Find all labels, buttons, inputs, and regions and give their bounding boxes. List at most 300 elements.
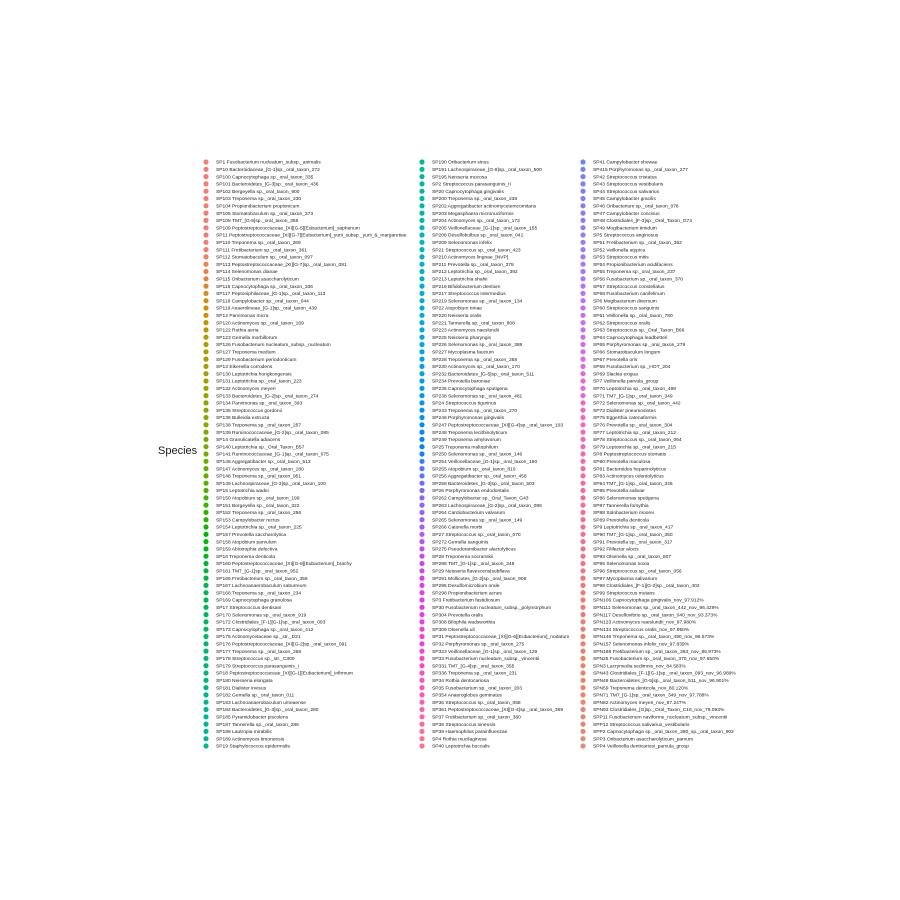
legend-key [203, 554, 208, 559]
legend-key [203, 189, 208, 194]
legend-label: SPN123 Actinomyces naeslundii_nov_97.980% [593, 620, 697, 626]
legend-key [419, 437, 424, 442]
legend-key [580, 313, 585, 318]
legend-key [419, 393, 424, 398]
legend-key [580, 196, 585, 201]
legend-key [203, 590, 208, 595]
legend-label: SP254 Veillonellaceae_[G-1]sp._oral_taxon_150 [432, 460, 538, 465]
legend-label: SP248 Treponema lecithinolyticum [432, 430, 508, 436]
legend-label: SP288 TM7_[G-1]sp._oral_taxon_348 [432, 562, 515, 568]
legend-label: SP361 Peptostreptococcaceae_[XI][G-4]sp._oral_taxon_369 [432, 708, 564, 714]
legend-label: SP44 Streptococcus salivarius [593, 189, 660, 195]
legend-key [419, 524, 424, 529]
legend-label: SP119 Anaerolineae_[G-1]sp._oral_taxon_439 [216, 306, 317, 312]
legend-key [203, 729, 208, 734]
legend-label: SP246 Porphyromonas gingivalis [432, 416, 505, 422]
legend-label: SP138 Treponema sp._oral_taxon_257 [216, 423, 302, 429]
legend-key [580, 451, 585, 456]
legend-label: SPN93 Clostridiales_[G]sp._Oral_Taxon_C16_nov_79.093% [593, 708, 725, 714]
legend-label: SP221 Tannerella sp._oral_taxon_808 [432, 321, 515, 327]
legend-label: SP18 Peptostreptococcaceae_[XI][G-1][Eubacterium]_infirmum [216, 671, 354, 677]
legend-label: SP148 Treponema sp._oral_taxon_951 [216, 474, 302, 480]
legend-label: SP22 Atopobium rimae [432, 306, 483, 312]
legend-key [203, 327, 208, 332]
legend-label: SP80 Prevotella maculosa [593, 460, 651, 465]
legend-key [580, 481, 585, 486]
legend-key [419, 408, 424, 413]
legend-label: SP24 Streptococcus tigurinus [432, 401, 497, 407]
legend-key [580, 218, 585, 223]
legend-label: SP178 Streptococcus sp._str._C300 [216, 657, 295, 663]
legend-key [203, 481, 208, 486]
legend-label: SP38 Streptococcus sinensis [432, 722, 496, 728]
legend-label: SPN82 Actinomyces meyeri_nov_87.247% [593, 700, 686, 706]
legend-label: SPN134 Streptococcus oralis_nov_97.950% [593, 627, 690, 633]
legend-key [419, 422, 424, 427]
legend-key [203, 488, 208, 493]
legend-key [580, 305, 585, 310]
legend-label: SP73 Dialister pneumosintes [593, 408, 656, 414]
legend-key [580, 335, 585, 340]
legend-key [419, 539, 424, 544]
legend-key [203, 320, 208, 325]
legend-label: SPP2 Capnocytophaga sp._oral_taxon_380_sp._oral_taxon_902 [593, 730, 734, 736]
legend-key [580, 181, 585, 186]
legend-label: SP249 Treponema amylovorum [432, 438, 501, 444]
legend-label: SP2 Streptococcus parasanguinis_II [432, 182, 511, 188]
legend-label: SP79 Leptotrichia sp._oral_taxon_215 [593, 445, 676, 451]
legend-label: SP15 Leptotrichia wadei [216, 489, 269, 495]
legend-label: SP216 Bifidobacterium dentium [432, 284, 501, 290]
legend-key [203, 422, 208, 427]
legend-key [419, 612, 424, 617]
legend-key [203, 196, 208, 201]
legend-label: SP64 Capnocytophaga leadbetteri [593, 335, 668, 341]
legend-label: SP213 Leptotrichia shahii [432, 277, 488, 283]
legend-label: SP243 Treponema sp._oral_taxon_270 [432, 408, 518, 414]
legend-label: SP47 Campylobacter concisus [593, 211, 660, 217]
legend-key [203, 510, 208, 515]
legend-key [203, 459, 208, 464]
legend-label: SP308 Bilophila wadsworthia [432, 620, 496, 626]
legend-key [419, 415, 424, 420]
legend-label: SP135 Streptococcus gordonii [216, 408, 282, 414]
legend-label: SP100 Capnocytophaga sp._oral_taxon_335 [216, 175, 314, 181]
legend-key [580, 583, 585, 588]
legend-key [580, 714, 585, 719]
legend-key [580, 422, 585, 427]
legend-key [203, 634, 208, 639]
legend-key [203, 437, 208, 442]
legend-key [203, 641, 208, 646]
legend-label: SP108 TM7_[G-5]sp._oral_taxon_356 [216, 219, 299, 225]
legend-label: SP51 Fretibacterium sp._oral_taxon_362 [593, 241, 682, 246]
legend-label: SP98 Clostridiales_[F-1][G-2]sp._oral_taxon_402 [593, 584, 700, 590]
legend-key [419, 386, 424, 391]
legend-key [580, 627, 585, 632]
legend-key [580, 576, 585, 581]
legend-label: SP41 Campylobacter showae [593, 160, 658, 166]
legend-key [419, 247, 424, 252]
legend-label: SP62 Streptococcus oralis [593, 321, 651, 327]
legend-key [580, 707, 585, 712]
legend-key [203, 225, 208, 230]
legend-key [580, 692, 585, 697]
legend-label: SP140 Leptotrichia sp._Oral_Taxon_B57 [216, 445, 305, 451]
legend-key [580, 408, 585, 413]
legend-key [419, 313, 424, 318]
legend-label: SP202 Aggregatibacter actinomycetemcomitans [432, 204, 537, 210]
legend-key [419, 641, 424, 646]
legend-label: SP256 Aggregatibacter sp._oral_taxon_458 [432, 474, 527, 480]
legend-label: SP29 Neisseria flavescens|subflava [432, 569, 510, 575]
legend-label: SP188 Lautropia mirabilis [216, 730, 272, 736]
legend-key [419, 656, 424, 661]
legend-label: SP87 Tannerella forsythia [593, 503, 649, 509]
legend-key [419, 378, 424, 383]
legend-label: SP72 Selenomonas sp._oral_taxon_442 [593, 401, 681, 407]
legend-label: SPN71 TM7_[G-1]sp._oral_taxon_349_nov_97.788% [593, 693, 709, 699]
legend-key [203, 451, 208, 456]
legend-label: SPP12 Streptococcus salivarius_vestibularis [593, 722, 690, 728]
legend-key [580, 568, 585, 573]
legend-label: SP97 Mycoplasma salivarium [593, 576, 658, 582]
legend-label: SP132 Actinomyces meyeri [216, 387, 276, 392]
legend-key [203, 415, 208, 420]
legend-label: SP258 Bacteroidetes_[G-3]sp._oral_taxon_503 [432, 481, 535, 487]
legend-key [203, 663, 208, 668]
legend-label: SP48 Clostridiales_[F-3]sp._Oral_Taxon_G74 [593, 219, 692, 225]
legend-label: SP173 Capnocytophaga sp._oral_taxon_412 [216, 627, 314, 633]
legend-key [203, 254, 208, 259]
legend-label: SP210 Actinomyces lingnae_[NVP] [432, 255, 509, 261]
legend-label: SP169 Capnocytophaga granulosa [216, 598, 292, 604]
legend-label: SPP11 Fusobacterium naviforme_nucleatum_subsp._vincentii [593, 715, 728, 721]
legend-key [203, 532, 208, 537]
legend-key [203, 291, 208, 296]
legend-key [203, 700, 208, 705]
legend-key [203, 408, 208, 413]
legend-key [419, 619, 424, 624]
legend-label: SP191 Lachnospiraceae_[G-8]sp._oral_taxon_500 [432, 168, 542, 173]
legend-label: SP90 TM7_[G-1]sp._oral_taxon_350 [593, 533, 673, 538]
legend-key [580, 722, 585, 727]
legend-label: SP112 Stomatobaculum sp._oral_taxon_097 [216, 255, 313, 261]
legend-label: SP219 Selenomonas sp._oral_taxon_134 [432, 299, 523, 305]
legend-label: SP25 Treponema maltophilum [432, 445, 498, 451]
legend-label: SP177 Treponema sp._oral_taxon_268 [216, 649, 302, 655]
legend-label: SP30 Fusobacterium nucleatum_subsp._polymorphum [432, 606, 552, 611]
legend-label: SP103 Treponema sp._oral_taxon_230 [216, 197, 302, 203]
legend-key [203, 378, 208, 383]
legend-key [419, 357, 424, 362]
legend-key [580, 546, 585, 551]
legend-key [580, 378, 585, 383]
legend-key [203, 240, 208, 245]
legend-key [580, 342, 585, 347]
legend-key [203, 568, 208, 573]
legend-key [580, 291, 585, 296]
legend-label: SP165 Fretibacterium sp._oral_taxon_359 [216, 576, 308, 582]
legend-key [419, 196, 424, 201]
legend-label: SP109 Peptostreptococcaceae_[XI][G-5][Eubacterium]_saphenum [216, 226, 360, 232]
legend-label: SP99 Streptococcus mutans [593, 591, 655, 597]
legend-key [580, 437, 585, 442]
legend-label: SP291 Mollicutes_[G-2]sp._oral_taxon_906 [432, 576, 527, 582]
legend-label: SP3 Fretibacterium fastidiosum [432, 598, 500, 604]
legend-key [580, 393, 585, 398]
legend-label: SP159 Abiotrophia defectiva [216, 547, 278, 553]
legend-label: SP228 Treponema sp._oral_taxon_258 [432, 357, 518, 363]
legend-label: SP54 Propionibacterium acidifaciens [593, 262, 673, 268]
legend-key [203, 466, 208, 471]
legend-key [203, 232, 208, 237]
legend-key [419, 678, 424, 683]
legend-key [203, 159, 208, 164]
legend-label: SP247 Peptostreptococcaceae_[XI][G-4]sp._oral_taxon_103 [432, 423, 564, 429]
legend-key [580, 700, 585, 705]
legend-label: SP28 Treponema socranskii [432, 554, 494, 560]
legend-key [203, 503, 208, 508]
legend-label: SP122 Rothia aeria [216, 328, 259, 334]
legend-label: SP220 Neisseria oralis [432, 314, 482, 319]
legend-key [580, 510, 585, 515]
legend-key [419, 298, 424, 303]
legend-key [419, 663, 424, 668]
legend-key [419, 546, 424, 551]
legend-key [203, 174, 208, 179]
legend-label: SPN43 Clostridiales_[F-1][G-1]sp._oral_taxon_093_nov_96.989% [593, 671, 736, 677]
legend-label: SP83 Actinomyces odontolyticus [593, 474, 664, 480]
legend-label: SP134 Parvimonas sp._oral_taxon_393 [216, 401, 303, 407]
legend-key [419, 371, 424, 376]
legend-label: SP187 Tannerella sp._oral_taxon_286 [216, 722, 299, 728]
legend-label: SP217 Streptococcus intermedius [432, 292, 506, 298]
legend-key [203, 203, 208, 208]
legend-label: SP415 Porphyromonas sp._oral_taxon_277 [593, 168, 688, 173]
legend-label: SPN146 Treponema sp._oral_taxon_490_nov_96.573% [593, 635, 715, 641]
legend-key [580, 473, 585, 478]
legend-key [203, 678, 208, 683]
legend-label: SP105 Stomatobaculum sp._oral_taxon_373 [216, 211, 314, 217]
legend-key [580, 670, 585, 675]
legend-label: SP65 Porphyromonas sp._oral_taxon_279 [593, 343, 686, 349]
legend-label: SP84 TM7_[G-1]sp._oral_taxon_346 [593, 481, 673, 487]
legend-key [203, 649, 208, 654]
legend-key [203, 444, 208, 449]
legend-label: SP154 Leptotrichia sp._oral_taxon_225 [216, 525, 302, 531]
legend-key [203, 517, 208, 522]
legend-label: SP250 Selenomonas sp._oral_taxon_146 [432, 452, 523, 458]
legend-key [203, 342, 208, 347]
legend-label: SP66 Stomatobaculum longum [593, 350, 661, 356]
legend-key [203, 576, 208, 581]
legend-key [419, 743, 424, 748]
legend-key [203, 349, 208, 354]
legend-label: SP200 Treponema sp._oral_taxon_238 [432, 197, 518, 203]
legend-key [419, 284, 424, 289]
legend-key [580, 466, 585, 471]
legend-key [419, 174, 424, 179]
legend-label: SP78 Streptococcus sp._oral_taxon_064 [593, 438, 682, 444]
legend-label: SPN117 Desulfovibrio sp._oral_taxon_040_nov_93.373% [593, 613, 718, 619]
legend-key [419, 218, 424, 223]
legend-key [580, 488, 585, 493]
legend-key [419, 364, 424, 369]
legend-key [203, 714, 208, 719]
legend-key [419, 590, 424, 595]
legend-key [419, 510, 424, 515]
legend-label: SP309 Olsenella uli [432, 627, 475, 633]
legend-key [203, 685, 208, 690]
legend-key [580, 459, 585, 464]
legend-label: SP190 Oribacterium sinus [432, 160, 489, 166]
legend-label: SP8 Peptostreptococcus stomatis [593, 452, 667, 458]
legend-label: SP77 Leptotrichia sp._oral_taxon_212 [593, 430, 676, 436]
legend-key [580, 327, 585, 332]
legend-label: SP91 Prevotella sp._oral_taxon_317 [593, 540, 673, 546]
legend-key [203, 627, 208, 632]
legend-key [580, 634, 585, 639]
legend-label: SP167 Lachnoanaerobaculum saburreum [216, 584, 307, 590]
legend-label: SPN106 Capnocytophaga gingivalis_nov_97.912% [593, 598, 704, 604]
legend-key [419, 605, 424, 610]
legend-key [419, 568, 424, 573]
legend-key [580, 590, 585, 595]
legend-key [419, 692, 424, 697]
legend-key [203, 670, 208, 675]
legend-key [580, 415, 585, 420]
legend-key [203, 386, 208, 391]
legend-label: SP43 Streptococcus vestibularis [593, 182, 664, 188]
legend-label: SPN157 Selenomonas infelix_nov_97.839% [593, 642, 689, 648]
legend-label: SP298 Propionibacterium acnes [432, 591, 502, 597]
legend-label: SP211 Prevotella sp._oral_taxon_378 [432, 262, 514, 268]
legend-label: SP147 Actinomyces sp._oral_taxon_180 [216, 467, 304, 473]
legend-key [419, 232, 424, 237]
legend-key [203, 707, 208, 712]
legend-key [419, 627, 424, 632]
legend-label: SP149 Lachnospiraceae_[G-3]sp._oral_taxon_100 [216, 481, 326, 487]
legend-key [419, 225, 424, 230]
legend-key [419, 554, 424, 559]
legend-key [203, 743, 208, 748]
legend-key [203, 546, 208, 551]
legend-key [203, 181, 208, 186]
legend-label: SP45 Campylobacter gracilis [593, 197, 656, 203]
legend-key [580, 262, 585, 267]
legend-key [580, 612, 585, 617]
legend-label: SP336 Treponema sp._oral_taxon_231 [432, 671, 518, 677]
legend-label: SP304 Prevotella oralis [432, 613, 483, 619]
legend-label: SP89 Prevotella denticola [593, 518, 650, 524]
legend-key [580, 678, 585, 683]
legend-label: SP264 Cardiobacterium valvarum [432, 511, 506, 517]
legend-label: SP68 Fusobacterium sp._HOT_204 [593, 365, 671, 371]
legend-label: SP4 Rothia mucilaginosa [432, 737, 487, 743]
legend-key [580, 400, 585, 405]
legend-key [580, 605, 585, 610]
legend-label: SP10 Bacteroidaceae_[G-1]sp._oral_taxon_272 [216, 168, 320, 173]
legend-label: SP13 Eikenella corrodens [216, 365, 273, 371]
legend-label: SP181 Dialister invisus [216, 686, 267, 692]
legend-key [203, 167, 208, 172]
legend-label: SP170 Selenomonas sp._oral_taxon_919 [216, 613, 307, 619]
legend-label: SP153 Campylobacter rectus [216, 518, 280, 524]
legend-key [580, 232, 585, 237]
legend-key [203, 335, 208, 340]
legend-label: SP16 Treponema denticola [216, 554, 275, 560]
legend-key [580, 276, 585, 281]
legend-key [203, 218, 208, 223]
legend-key [580, 743, 585, 748]
legend-key [203, 619, 208, 624]
legend-key [419, 203, 424, 208]
legend-label: SP96 Streptococcus sp._oral_taxon_056 [593, 569, 682, 575]
legend-label: SP158 Atopobium parvulum [216, 540, 277, 546]
legend-key [419, 473, 424, 478]
legend-label: SP76 Prevotella sp._oral_taxon_304 [593, 423, 673, 429]
legend-key [419, 729, 424, 734]
legend-label: SP205 Veillonellaceae_[G-1]sp._oral_taxon_155 [432, 226, 538, 232]
legend-label: SP126 Fusobacterium nucleatum_subsp._nucleatum [216, 343, 331, 349]
legend-key [580, 254, 585, 259]
legend-key [580, 167, 585, 172]
legend-key [203, 430, 208, 435]
legend-key [580, 597, 585, 602]
legend-key [203, 524, 208, 529]
legend-columns [203, 159, 736, 749]
legend-label: SP5 Streptococcus anginosus [593, 233, 659, 239]
legend-key [203, 495, 208, 500]
legend-label: SP141 Ruminococcaceae_[G-1]sp._oral_taxon_075 [216, 452, 329, 458]
legend-label: SP92 Filifactor alocis [593, 547, 639, 553]
legend-label: SP111 Fretibacterium sp._oral_taxon_361 [216, 248, 307, 254]
legend-key [419, 444, 424, 449]
legend-key [203, 692, 208, 697]
legend-label: SP71 TM7_[G-1]sp._oral_taxon_349 [593, 394, 673, 400]
legend-label: SP195 Neisseria mucosa [432, 175, 487, 181]
legend-key [203, 211, 208, 216]
legend-label: SP57 Streptococcus constellatus [593, 284, 665, 290]
legend-label: SP161 TM7_[G-1]sp._oral_taxon_952 [216, 569, 299, 575]
legend-label: SP183 Lachnoanaerobaculum umeaense [216, 700, 306, 706]
legend-label: SP136 Bulleidia extructa [216, 416, 270, 422]
legend-key [580, 524, 585, 529]
legend-key [203, 656, 208, 661]
legend-label: SP32 Porphyromonas sp._oral_taxon_275 [432, 642, 525, 648]
legend-key [580, 517, 585, 522]
legend-label: SP36 Streptococcus sp._oral_taxon_058 [432, 700, 521, 706]
legend-label: SP61 Veillonella sp._oral_taxon_780 [593, 314, 673, 319]
legend-key [580, 663, 585, 668]
legend-label: SP110 Treponema sp._oral_taxon_269 [216, 241, 301, 246]
legend-key [580, 386, 585, 391]
legend-label: SP58 Fusobacterium canifelinum [593, 292, 665, 298]
legend-key [419, 451, 424, 456]
legend-key [580, 211, 585, 216]
legend-label: SP168 Treponema sp._oral_taxon_234 [216, 591, 302, 597]
legend-key [419, 722, 424, 727]
legend-label: SP152 Treponema sp._oral_taxon_256 [216, 511, 302, 517]
legend-key [419, 649, 424, 654]
legend-label: SPP4 Veillonella denticariosi_parvula_group [593, 744, 689, 750]
legend-key [419, 583, 424, 588]
legend-label: SP26 Porphyromonas endodontalis [432, 489, 509, 495]
legend-label: SP266 Catonella morbi [432, 525, 483, 531]
legend-label: SP27 Streptococcus sp._oral_taxon_070 [432, 533, 521, 538]
legend-key [419, 736, 424, 741]
